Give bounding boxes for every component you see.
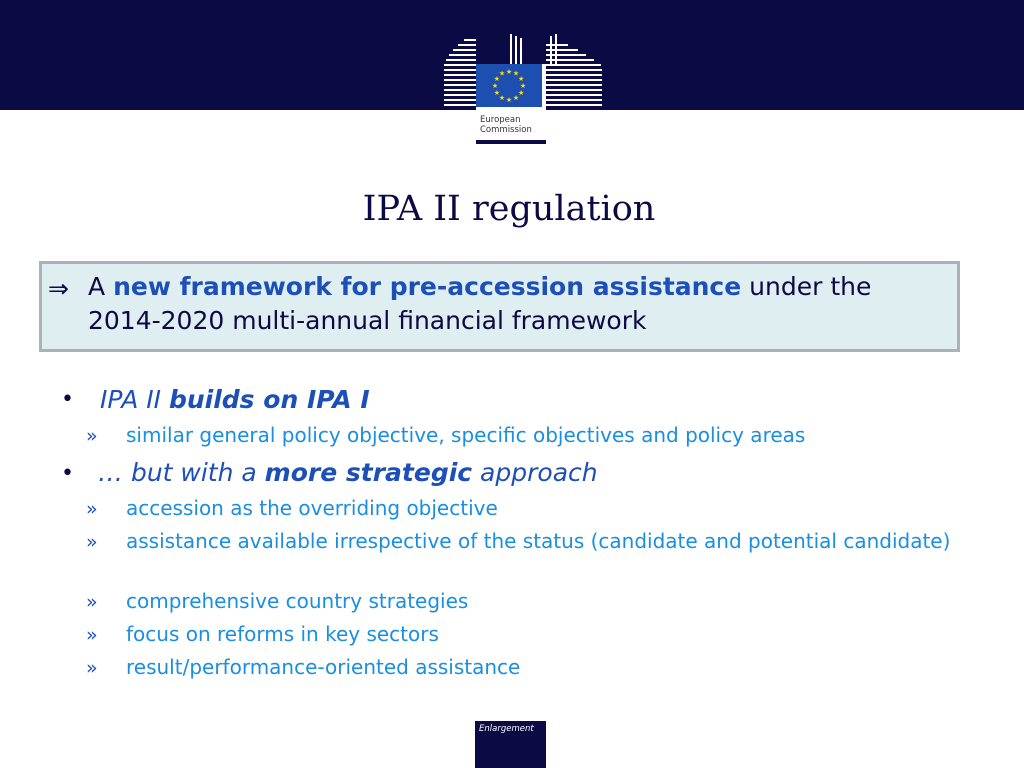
slide-title: IPA II regulation: [362, 189, 656, 229]
european-commission-logo: [444, 34, 604, 144]
eu-star-icon: ★: [512, 69, 520, 78]
eu-star-icon: ★: [505, 95, 513, 104]
footer-label: Enlargement: [479, 724, 534, 734]
eu-star-icon: ★: [517, 74, 525, 83]
eu-star-icon: ★: [519, 81, 527, 90]
implies-arrow-icon: ⇒: [48, 274, 69, 303]
eu-flag-icon: [476, 64, 542, 107]
sub-bullet-1-1: similar general policy objective, specific objectives and policy areas: [126, 423, 806, 447]
eu-star-icon: ★: [517, 88, 525, 97]
bullet-1-text: [100, 384, 370, 416]
sub-bullet-marker: »: [86, 498, 98, 520]
eu-star-icon: ★: [493, 74, 501, 83]
highlight-text-pre: A: [88, 272, 114, 301]
sub-bullet-marker: »: [86, 624, 98, 646]
bullet-marker: •: [61, 461, 74, 486]
sub-bullet-marker: »: [86, 425, 98, 447]
sub-bullet-marker: »: [86, 531, 98, 553]
eu-star-icon: ★: [498, 69, 506, 78]
highlight-text-post: under the 2014-2020 multi-annual financial framework: [88, 272, 872, 335]
bullet-1-bold: builds on IPA I: [168, 385, 370, 414]
footer-badge: [475, 721, 546, 768]
bullet-marker: •: [61, 387, 74, 412]
bullet-1-pre: IPA II: [100, 385, 169, 414]
eu-star-icon: ★: [512, 93, 520, 102]
eu-star-icon: ★: [491, 81, 499, 90]
bullet-2-post: approach: [472, 458, 598, 487]
sub-bullet-2-3: comprehensive country strategies: [126, 589, 469, 613]
sub-bullet-marker: »: [86, 591, 98, 613]
logo-panel: [476, 64, 546, 144]
logo-text-line2: Commission: [480, 125, 532, 135]
highlight-text-bold: new framework for pre-accession assistance: [113, 272, 742, 301]
logo-rule: [476, 140, 546, 144]
highlight-box: [39, 261, 960, 352]
eu-star-icon: ★: [493, 88, 501, 97]
highlight-text: [88, 270, 948, 338]
sub-bullet-2-4: focus on reforms in key sectors: [126, 622, 439, 646]
eu-star-icon: ★: [505, 67, 513, 76]
bullet-2-pre: … but with a: [98, 458, 265, 487]
eu-star-icon: ★: [498, 93, 506, 102]
sub-bullet-2-5: result/performance-oriented assistance: [126, 655, 521, 679]
bullet-2-text: [98, 457, 598, 489]
bullet-2-bold: more strategic: [264, 458, 473, 487]
sub-bullet-2-2: assistance available irrespective of the status (candidate and potential candidate): [126, 529, 951, 553]
logo-text-line1: European: [480, 115, 521, 125]
sub-bullet-2-1: accession as the overriding objective: [126, 496, 498, 520]
sub-bullet-marker: »: [86, 657, 98, 679]
